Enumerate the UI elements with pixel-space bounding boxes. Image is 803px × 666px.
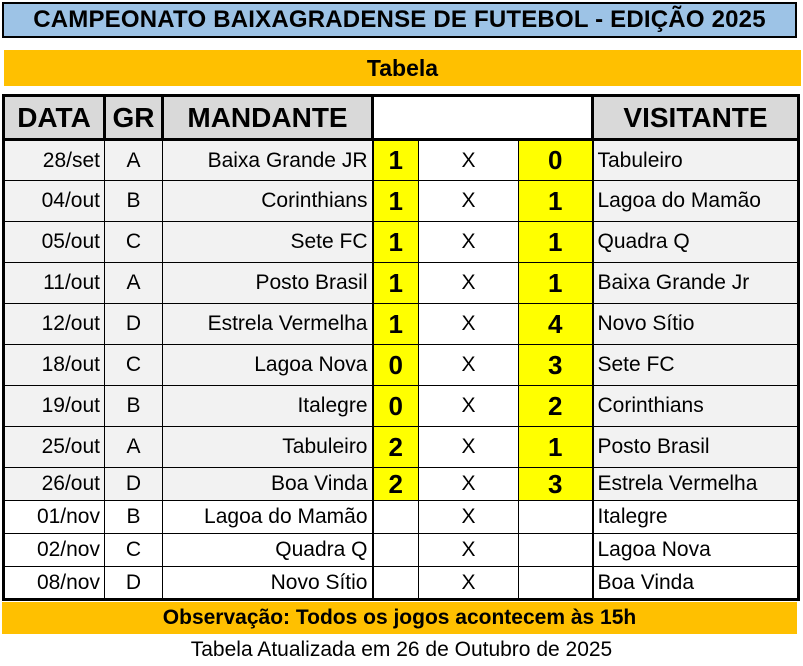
match-date: 02/nov (4, 534, 105, 567)
away-score: 3 (519, 468, 593, 501)
match-group: B (105, 386, 163, 427)
match-date: 05/out (4, 222, 105, 263)
table-row (4, 468, 799, 501)
match-group: C (105, 534, 163, 567)
home-score: 1 (373, 304, 419, 345)
away-team: Posto Brasil (593, 427, 799, 468)
table-row (4, 567, 799, 600)
away-score: 0 (519, 140, 593, 181)
versus-mark: X (419, 468, 519, 501)
home-score: 1 (373, 222, 419, 263)
header-row (4, 96, 799, 140)
match-group: D (105, 567, 163, 600)
home-score (373, 567, 419, 600)
versus-mark: X (419, 181, 519, 222)
versus-mark: X (419, 534, 519, 567)
away-team: Tabuleiro (593, 140, 799, 181)
home-team: Italegre (163, 386, 373, 427)
match-group: A (105, 263, 163, 304)
home-team: Posto Brasil (163, 263, 373, 304)
last-updated-note: Tabela Atualizada em 26 de Outubro de 2025 (190, 638, 613, 661)
home-score: 2 (373, 427, 419, 468)
away-team: Lagoa Nova (593, 534, 799, 567)
table-row (4, 345, 799, 386)
match-date: 01/nov (4, 501, 105, 534)
home-score: 0 (373, 345, 419, 386)
home-team: Quadra Q (163, 534, 373, 567)
away-team: Italegre (593, 501, 799, 534)
match-group: A (105, 140, 163, 181)
versus-mark: X (419, 140, 519, 181)
home-score (373, 534, 419, 567)
group-header: GR (105, 96, 163, 140)
away-score: 1 (519, 263, 593, 304)
match-date: 04/out (4, 181, 105, 222)
away-team: Estrela Vermelha (593, 468, 799, 501)
page-title: CAMPEONATO BAIXAGRADENSE DE FUTEBOL - EDIÇÃO 2025 (2, 2, 797, 38)
home-team: Novo Sítio (163, 567, 373, 600)
match-group: C (105, 222, 163, 263)
home-team: Estrela Vermelha (163, 304, 373, 345)
match-group: A (105, 427, 163, 468)
match-group: D (105, 304, 163, 345)
match-date: 12/out (4, 304, 105, 345)
table-row (4, 386, 799, 427)
away-team: Lagoa do Mamão (593, 181, 799, 222)
away-team: Quadra Q (593, 222, 799, 263)
away-team: Boa Vinda (593, 567, 799, 600)
match-date: 08/nov (4, 567, 105, 600)
match-date: 26/out (4, 468, 105, 501)
table-row (4, 304, 799, 345)
table-row (4, 427, 799, 468)
away-score (519, 567, 593, 600)
fixtures-table (2, 94, 800, 601)
home-score: 1 (373, 140, 419, 181)
home-team: Baixa Grande JR (163, 140, 373, 181)
away-score (519, 534, 593, 567)
away-score: 1 (519, 222, 593, 263)
match-date: 19/out (4, 386, 105, 427)
home-team-header: MANDANTE (163, 96, 373, 140)
versus-mark: X (419, 263, 519, 304)
score-header-blank (373, 96, 593, 140)
home-team: Lagoa do Mamão (163, 501, 373, 534)
home-team: Lagoa Nova (163, 345, 373, 386)
versus-mark: X (419, 345, 519, 386)
match-group: B (105, 181, 163, 222)
away-score: 4 (519, 304, 593, 345)
table-row (4, 181, 799, 222)
versus-mark: X (419, 222, 519, 263)
versus-mark: X (419, 386, 519, 427)
versus-mark: X (419, 567, 519, 600)
away-team-header: VISITANTE (593, 96, 799, 140)
away-score: 1 (519, 181, 593, 222)
away-score: 3 (519, 345, 593, 386)
match-date: 18/out (4, 345, 105, 386)
home-score: 1 (373, 181, 419, 222)
home-team: Corinthians (163, 181, 373, 222)
home-team: Sete FC (163, 222, 373, 263)
table-subtitle: Tabela (4, 50, 801, 86)
table-row (4, 263, 799, 304)
home-score: 2 (373, 468, 419, 501)
match-date: 28/set (4, 140, 105, 181)
home-score: 0 (373, 386, 419, 427)
table-row (4, 222, 799, 263)
away-score (519, 501, 593, 534)
home-team: Boa Vinda (163, 468, 373, 501)
versus-mark: X (419, 501, 519, 534)
away-score: 2 (519, 386, 593, 427)
away-team: Corinthians (593, 386, 799, 427)
away-team: Novo Sítio (593, 304, 799, 345)
table-row (4, 534, 799, 567)
versus-mark: X (419, 427, 519, 468)
match-group: B (105, 501, 163, 534)
away-team: Baixa Grande Jr (593, 263, 799, 304)
table-row (4, 501, 799, 534)
match-date: 11/out (4, 263, 105, 304)
match-date: 25/out (4, 427, 105, 468)
home-score (373, 501, 419, 534)
match-group: C (105, 345, 163, 386)
versus-mark: X (419, 304, 519, 345)
observation-banner: Observação: Todos os jogos acontecem às 15h (2, 602, 797, 634)
home-team: Tabuleiro (163, 427, 373, 468)
away-score: 1 (519, 427, 593, 468)
date-header: DATA (4, 96, 105, 140)
table-row (4, 140, 799, 181)
away-team: Sete FC (593, 345, 799, 386)
home-score: 1 (373, 263, 419, 304)
match-group: D (105, 468, 163, 501)
